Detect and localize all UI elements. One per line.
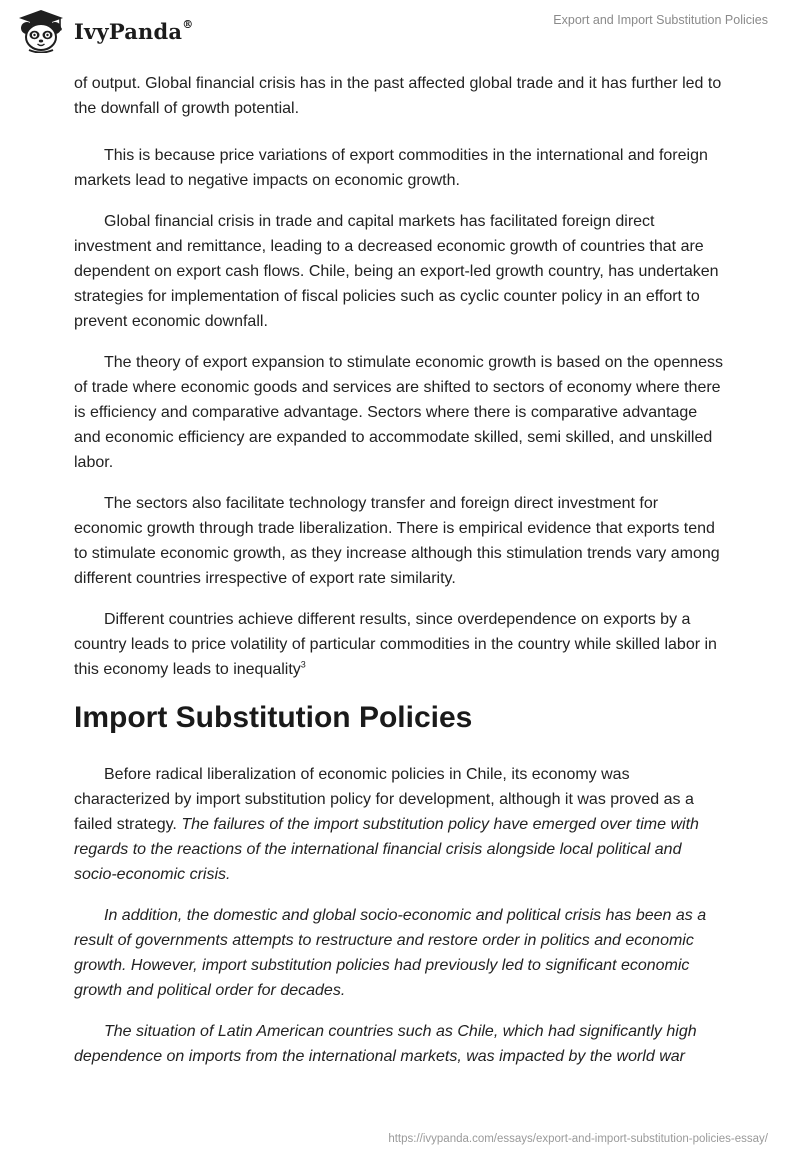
page-header	[0, 0, 800, 66]
registered-mark: ®	[182, 17, 194, 31]
paragraph-continued: of output. Global financial crisis has in the past affected global trade and it has further led to the downfall of growth potential.	[74, 75, 722, 117]
paragraph-text: Before radical liberalization of economic policies in Chile, its economy was characterized by import substitution policy for development, although it was proved as a failed strategy.	[74, 766, 694, 833]
paragraph	[74, 1019, 726, 1069]
paragraph-italic-text: In addition, the domestic and global socio-economic and political crisis has been as a result of governments attempts to restructure and restore order in politics and economic growth. However, import substitution policies had previously led to significant economic growth and political order for decades.	[74, 907, 707, 999]
paragraph: Global financial crisis in trade and capital markets has facilitated foreign direct investment and remittance, leading to a decreased economic growth of countries that are dependent on export cash flows. Chile, being an export-led growth country, has undertaken strategies for implementation of fiscal policies such as cyclic counter policy in an effort to prevent economic downfall.	[74, 213, 719, 330]
paragraph	[74, 607, 726, 682]
section-heading: Import Substitution Policies	[74, 701, 473, 734]
document-title: Export and Import Substitution Policies	[553, 13, 768, 27]
ivypanda-logo[interactable]	[16, 9, 193, 53]
article-body	[74, 71, 726, 1085]
footnote-reference[interactable]: 3	[300, 659, 306, 670]
paragraph-italic-text: The failures of the import substitution policy have emerged over time with regards to the reactions of the international financial crisis alongside local political and socio-economic crisis.	[74, 816, 699, 883]
paragraph: This is because price variations of export commodities in the international and foreign markets lead to negative impacts on economic growth.	[74, 147, 708, 189]
paragraph-italic-text: The situation of Latin American countries such as Chile, which had significantly high dependence on imports from the international markets, was impacted by the world war	[74, 1023, 697, 1065]
paragraph: The sectors also facilitate technology transfer and foreign direct investment for economic growth through trade liberalization. There is empirical evidence that exports tend to stimulate economic growth, as they increase although this stimulation trends vary among different countries irrespective of export rate similarity.	[74, 495, 720, 587]
panda-logo-icon	[16, 9, 66, 53]
logo-text: IvyPanda	[74, 18, 183, 44]
paragraph	[74, 762, 726, 887]
logo-wordmark	[74, 19, 193, 44]
paragraph	[74, 903, 726, 1003]
paragraph: The theory of export expansion to stimulate economic growth is based on the openness of trade where economic goods and services are shifted to sectors of economy where there is efficiency and comparative advantage. Sectors where there is comparative advantage and economic efficiency are expanded to accommodate skilled, semi skilled, and unskilled labor.	[74, 354, 724, 471]
paragraph-text: Different countries achieve different results, since overdependence on exports by a country leads to price volatility of particular commodities in the country while skilled labor in this economy leads to inequality	[74, 611, 717, 678]
source-url[interactable]: https://ivypanda.com/essays/export-and-import-substitution-policies-essay/	[388, 1133, 768, 1145]
